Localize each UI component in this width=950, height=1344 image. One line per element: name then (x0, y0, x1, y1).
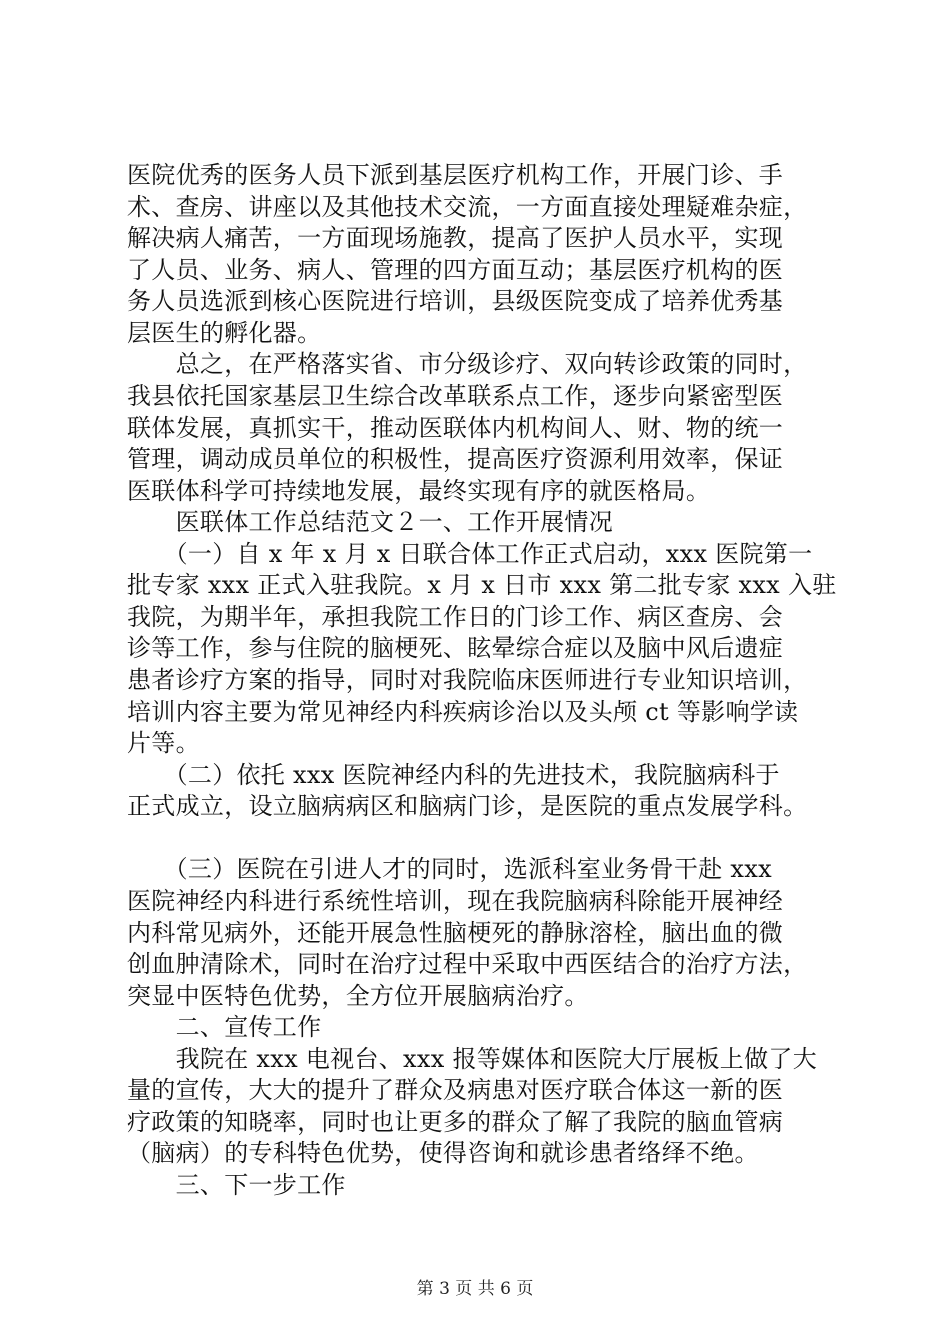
text-line: （三）医院在引进人才的同时，选派科室业务骨干赴 xxx (127, 855, 772, 883)
text-line: 我院，为期半年，承担我院工作日的门诊工作、病区查房、会 (127, 603, 784, 631)
text-line: （脑病）的专科特色优势，使得咨询和就诊患者络绎不绝。 (127, 1139, 759, 1167)
text-line: 联体发展，真抓实干，推动医联体内机构间人、财、物的统一 (127, 414, 784, 442)
text-line: 医联体工作总结范文２一、工作开展情况 (127, 508, 613, 536)
text-line: 内科常见病外，还能开展急性脑梗死的静脉溶栓，脑出血的微 (127, 919, 784, 947)
text-line: 二、宣传工作 (127, 1013, 322, 1041)
page-footer: 第 3 页 共 6 页 (416, 1279, 534, 1299)
text-line: （二）依托 xxx 医院神经内科的先进技术，我院脑病科于 (127, 761, 780, 789)
text-line: 务人员选派到核心医院进行培训，县级医院变成了培养优秀基 (127, 287, 784, 315)
text-line: （一）自 x 年 x 月 x 日联合体工作正式启动，xxx 医院第一 (127, 540, 813, 568)
text-line: 总之，在严格落实省、市分级诊疗、双向转诊政策的同时， (127, 350, 808, 378)
text-line: 诊等工作，参与住院的脑梗死、眩晕综合症以及脑中风后遗症 (127, 634, 784, 662)
text-line: 培训内容主要为常见神经内科疾病诊治以及头颅 ct 等影响学读 (127, 698, 799, 726)
text-line: 医联体科学可持续地发展，最终实现有序的就医格局。 (127, 477, 711, 505)
text-line: 医院优秀的医务人员下派到基层医疗机构工作，开展门诊、手 (127, 161, 784, 189)
text-line: 医院神经内科进行系统性培训，现在我院脑病科除能开展神经 (127, 887, 784, 915)
text-line: 疗政策的知晓率，同时也让更多的群众了解了我院的脑血管病 (127, 1108, 784, 1136)
text-line: 我县依托国家基层卫生综合改革联系点工作，逐步向紧密型医 (127, 382, 784, 410)
text-line: 批专家 xxx 正式入驻我院。x 月 x 日市 xxx 第二批专家 xxx 入驻 (127, 571, 837, 599)
text-line: 量的宣传，大大的提升了群众及病患对医疗联合体这一新的医 (127, 1076, 784, 1104)
text-line: 患者诊疗方案的指导，同时对我院临床医师进行专业知识培训， (127, 666, 808, 694)
text-line: 层医生的孵化器。 (127, 319, 322, 347)
text-line: 创血肿清除术，同时在治疗过程中采取中西医结合的治疗方法， (127, 950, 808, 978)
text-line: 了人员、业务、病人、管理的四方面互动；基层医疗机构的医 (127, 256, 784, 284)
text-line: 管理，调动成员单位的积极性，提高医疗资源利用效率，保证 (127, 445, 784, 473)
text-line: 正式成立，设立脑病病区和脑病门诊，是医院的重点发展学科。 (127, 792, 808, 820)
text-line: 三、下一步工作 (127, 1171, 346, 1199)
text-line: 我院在 xxx 电视台、xxx 报等媒体和医院大厅展板上做了大 (127, 1045, 817, 1073)
text-line: 片等。 (127, 729, 200, 757)
text-line: 术、查房、讲座以及其他技术交流，一方面直接处理疑难杂症， (127, 193, 808, 221)
text-line: 突显中医特色优势，全方位开展脑病治疗。 (127, 982, 589, 1010)
text-line: 解决病人痛苦，一方面现场施教，提高了医护人员水平，实现 (127, 224, 784, 252)
